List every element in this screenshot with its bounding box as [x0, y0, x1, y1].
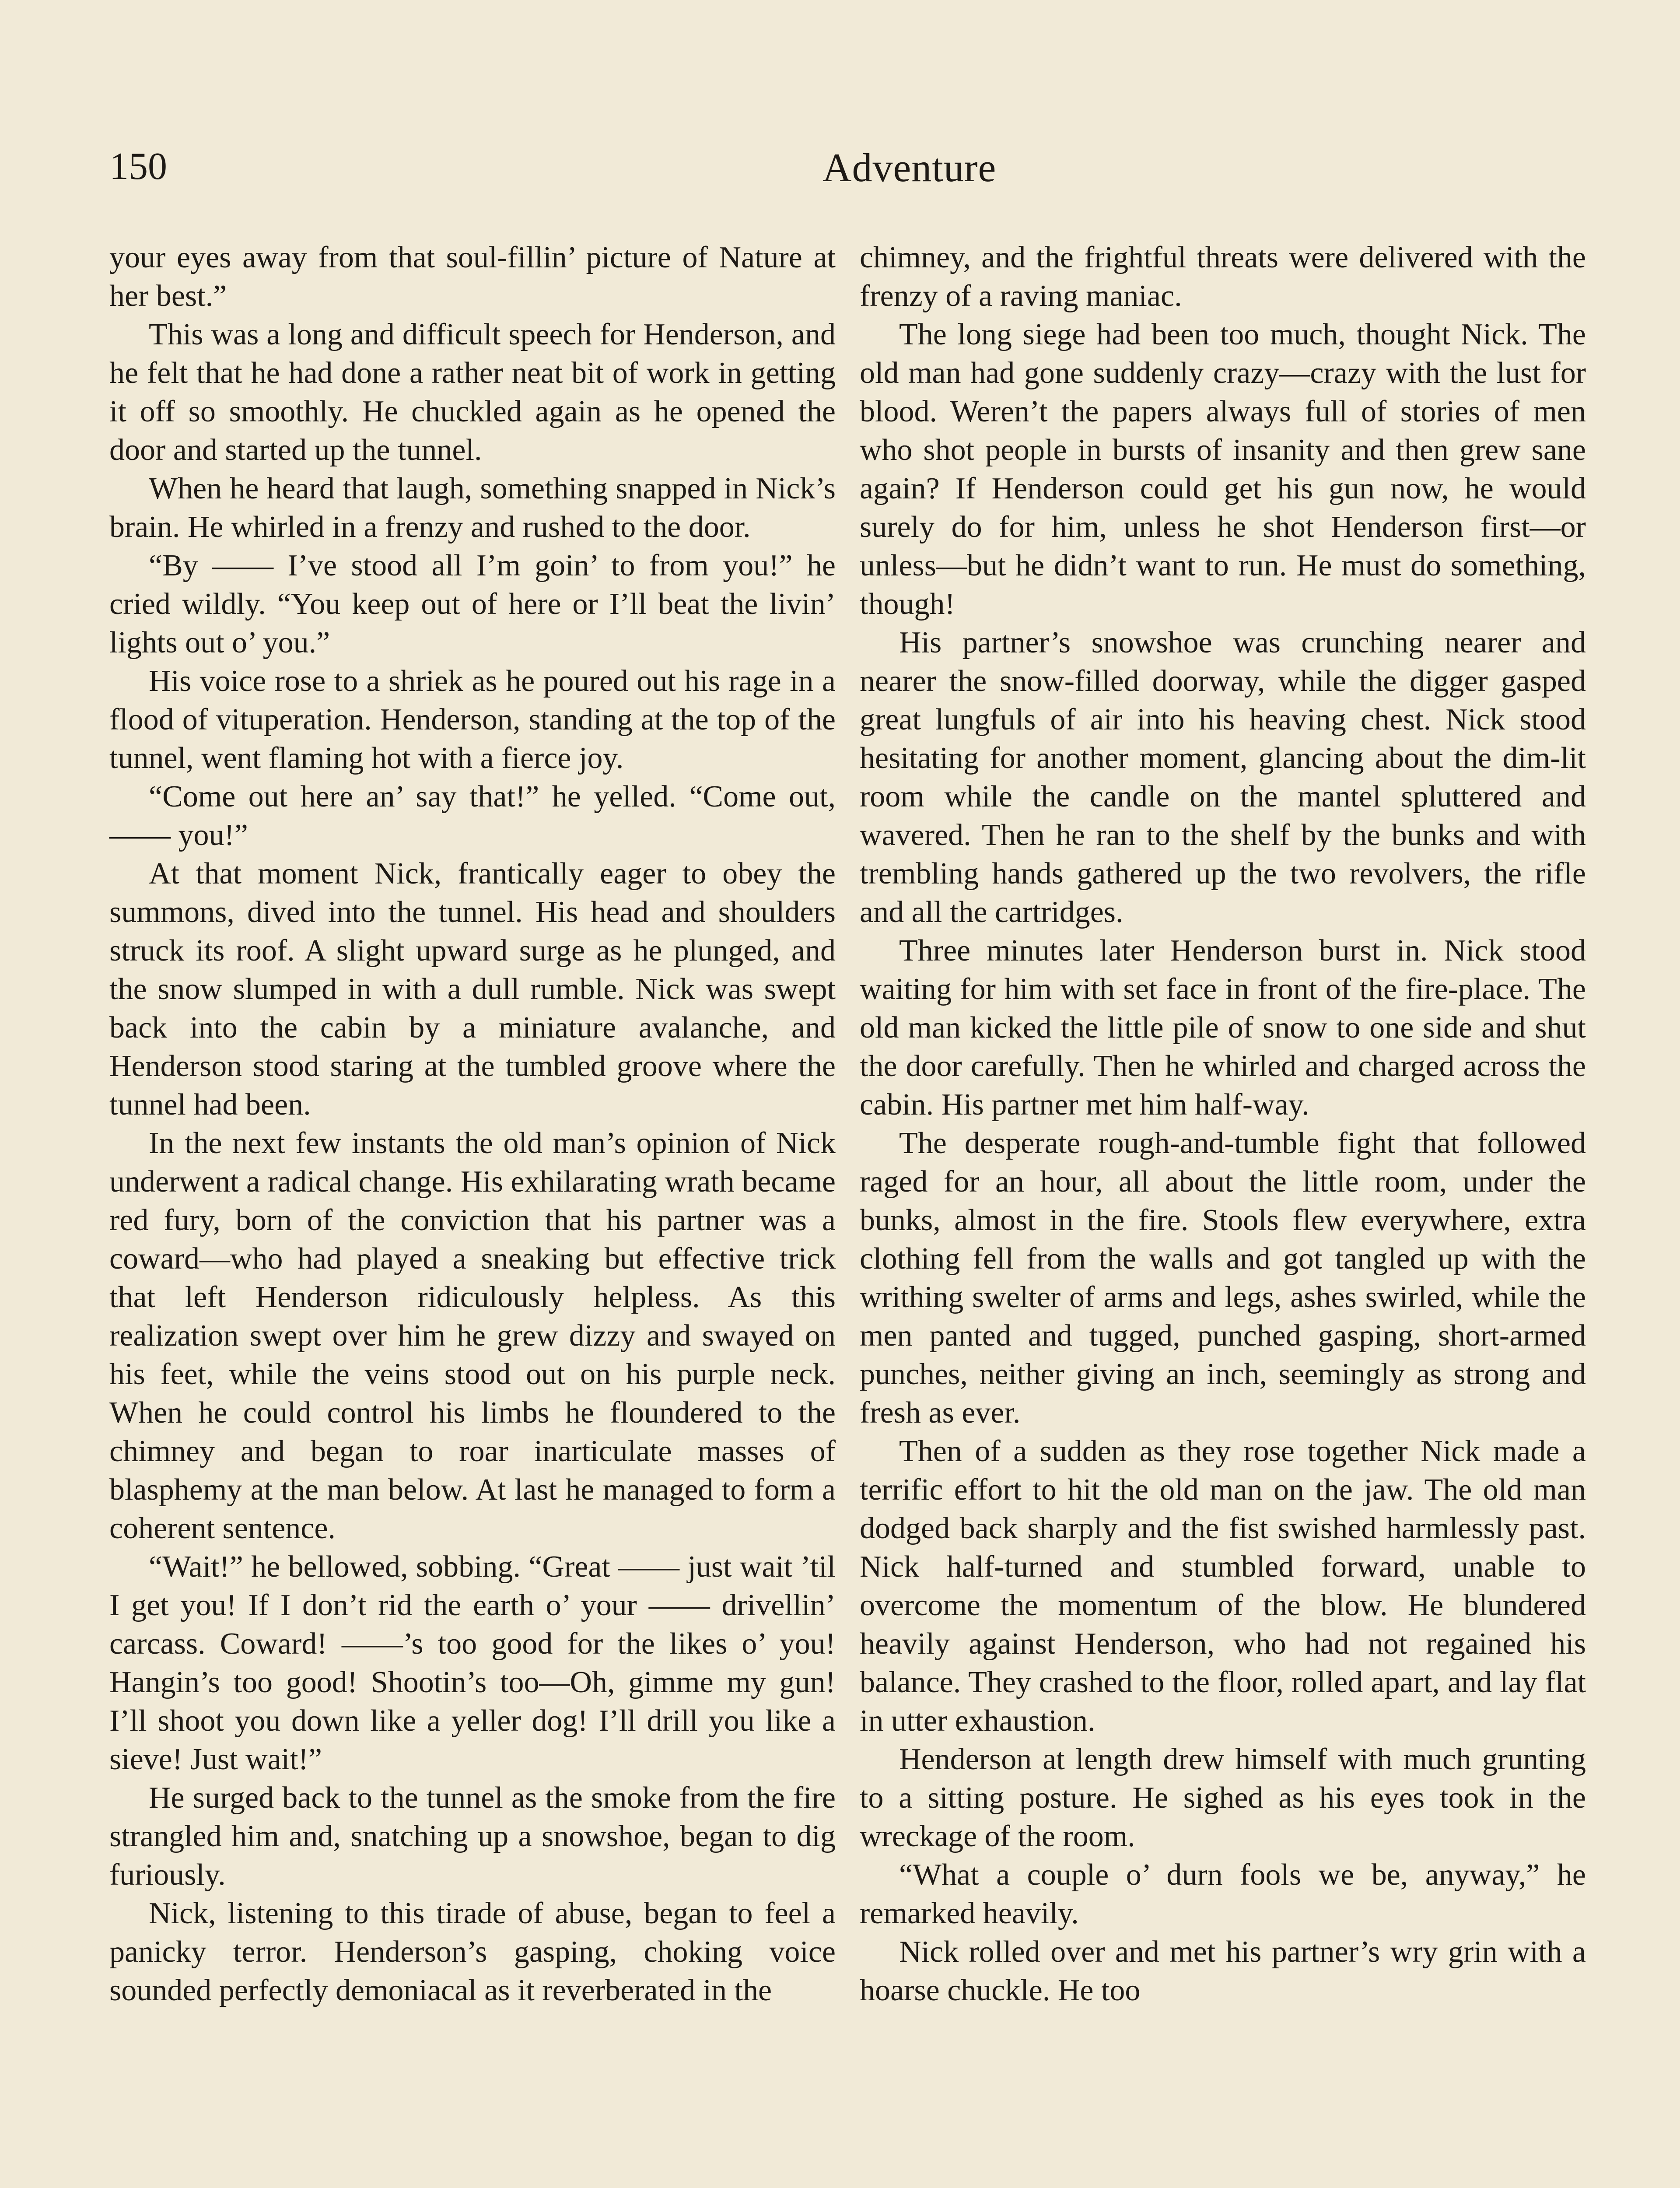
paragraph: “What a couple o’ durn fools we be, anyway,” he remarked heavily. — [860, 1858, 1586, 1930]
page-number: 150 — [109, 145, 167, 188]
page-header — [109, 144, 1575, 201]
running-title: Adventure — [822, 145, 997, 190]
paragraph: Nick rolled over and met his partner’s wry grin with a hoarse chuckle. He too — [860, 1935, 1586, 2007]
paragraph: This was a long and difficult speech for Henderson, and he felt that he had done a rather neat bit of work in getting it off so smoothly. He chuckled again as he opened the door and started up the tunnel. — [109, 318, 836, 467]
paragraph: His voice rose to a shriek as he poured out his rage in a flood of vituperation. Henderson, standing at the top of the tunnel, went flaming hot with a fierce joy. — [109, 664, 836, 775]
paragraph: your eyes away from that soul-fillin’ picture of Nature at her best.” — [109, 241, 836, 313]
paragraph: Nick, listening to this tirade of abuse, began to feel a panicky terror. Henderson’s gasping, choking voice sounded perfectly demoniacal as it reverberated in the — [109, 1897, 836, 2007]
paragraph: He surged back to the tunnel as the smoke from the fire strangled him and, snatching up a snowshoe, began to dig furiously. — [109, 1781, 836, 1892]
paragraph: The long siege had been too much, thought Nick. The old man had gone suddenly crazy—crazy with the lust for blood. Weren’t the papers always full of stories of men who shot people in bursts of insanity and then grew sane again? If Henderson could get his gun now, he would surely do for him, unless he shot Henderson first—or unless—but he didn’t want to run. He must do something, though! — [860, 318, 1586, 621]
paragraph: Henderson at length drew himself with much grunting to a sitting posture. He sighed as his eyes took in the wreckage of the room. — [860, 1743, 1586, 1853]
paragraph: Then of a sudden as they rose together Nick made a terrific effort to hit the old man on the jaw. The old man dodged back sharply and the fist swished harmlessly past. Nick half-turned and stumbled forward, unable to overcome the momentum of the blow. He blundered heavily against Henderson, who had not regained his balance. They crashed to the floor, rolled apart, and lay flat in utter exhaustion. — [860, 1434, 1586, 1738]
paragraph: At that moment Nick, frantically eager to obey the summons, dived into the tunnel. His head and shoulders struck its roof. A slight upward surge as he plunged, and the snow slumped in with a dull rumble. Nick was swept back into the cabin by a miniature avalanche, and Henderson stood staring at the tumbled groove where the tunnel had been. — [109, 857, 836, 1122]
paragraph: When he heard that laugh, something snapped in Nick’s brain. He whirled in a frenzy and rushed to the door. — [109, 472, 836, 544]
paragraph: “Wait!” he bellowed, sobbing. “Great —— just wait ’til I get you! If I don’t rid the earth o’ your —— drivellin’ carcass. Coward! ——’s too good for the likes o’ you! Hangin’s too good! Shootin’s too—Oh, gimme my gun! I’ll shoot you down like a yeller dog! I’ll drill you like a sieve! Just wait!” — [109, 1550, 836, 1776]
paragraph: chimney, and the frightful threats were delivered with the frenzy of a raving maniac. — [860, 241, 1586, 313]
paragraph: His partner’s snowshoe was crunching nearer and nearer the snow-filled doorway, while the digger gasped great lungfuls of air into his heaving chest. Nick stood hesitating for another moment, glancing about the dim-lit room while the candle on the mantel spluttered and wavered. Then he ran to the shelf by the bunks and with trembling hands gathered up the two revolvers, the rifle and all the cartridges. — [860, 626, 1586, 929]
left-column — [109, 238, 836, 2010]
paragraph: “Come out here an’ say that!” he yelled. “Come out, —— you!” — [109, 780, 836, 852]
right-column — [860, 238, 1586, 2010]
paragraph: The desperate rough-and-tumble fight that followed raged for an hour, all about the little room, under the bunks, almost in the fire. Stools flew everywhere, extra clothing fell from the walls and got tangled up with the writhing swelter of arms and legs, ashes swirled, while the men panted and tugged, punched gasping, short-armed punches, neither giving an inch, seemingly as strong and fresh as ever. — [860, 1126, 1586, 1430]
paragraph: In the next few instants the old man’s opinion of Nick underwent a radical change. His exhilarating wrath became red fury, born of the conviction that his partner was a coward—who had played a sneaking but effective trick that left Henderson ridiculously helpless. As this realization swept over him he grew dizzy and swayed on his feet, while the veins stood out on his purple neck. When he could control his limbs he floundered to the chimney and began to roar inarticulate masses of blasphemy at the man below. At last he managed to form a coherent sentence. — [109, 1126, 836, 1545]
paragraph: Three minutes later Henderson burst in. Nick stood waiting for him with set face in front of the fire-place. The old man kicked the little pile of snow to one side and shut the door carefully. Then he whirled and charged across the cabin. His partner met him half-way. — [860, 934, 1586, 1122]
paragraph: “By —— I’ve stood all I’m goin’ to from you!” he cried wildly. “You keep out of here or I’ll beat the livin’ lights out o’ you.” — [109, 549, 836, 659]
